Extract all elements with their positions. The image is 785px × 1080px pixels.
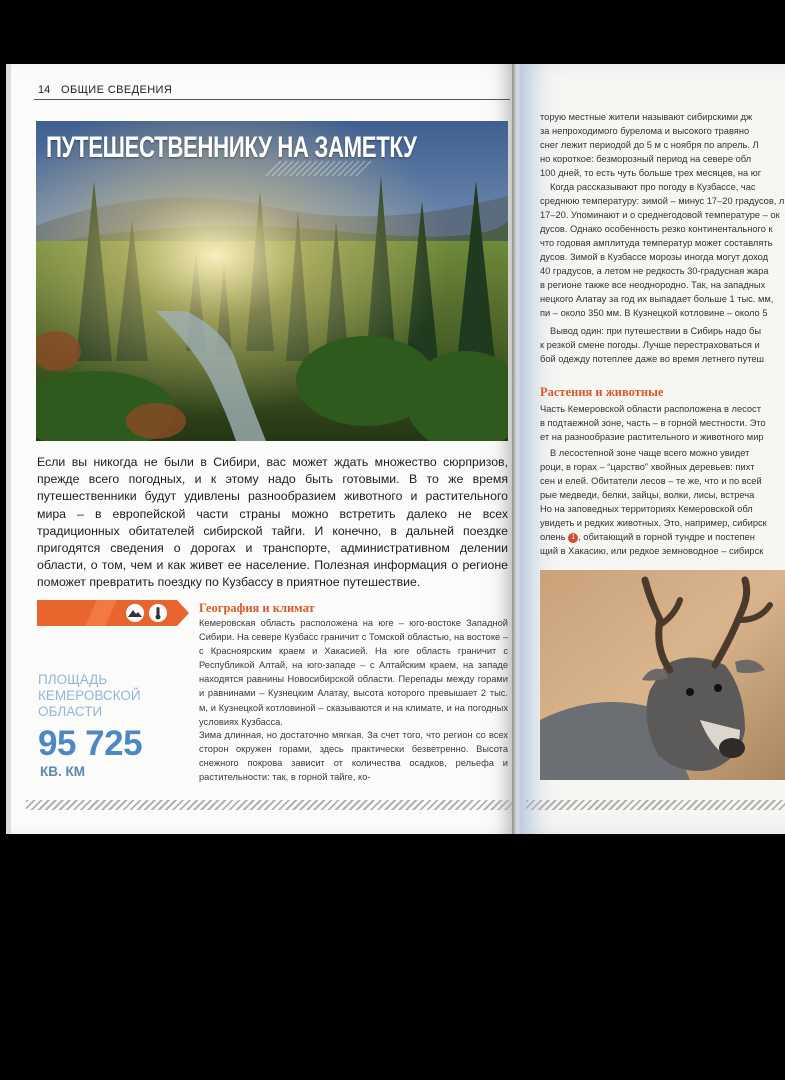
thermometer-icon xyxy=(148,603,168,623)
badge-text-after: , обитающий в горной тундре и постепен xyxy=(578,532,755,542)
right-line: пи – около 350 мм. В Кузнецкой котловине – около 5 xyxy=(540,308,768,318)
section-banner xyxy=(37,600,189,626)
right-line: бой одежду потеплее даже во время летнего путеш xyxy=(540,354,765,364)
right-line: 17–20. Упоминают и о среднегодовой температуре – ок xyxy=(540,210,780,220)
hero-title: ПУТЕШЕСТВЕННИКУ НА ЗАМЕТКУ xyxy=(46,131,417,164)
right-line: 40 градусов, а летом не редкость 30-градусная жара xyxy=(540,266,769,276)
right-line: дусов. Зимой в Кузбассе морозы иногда могут доход xyxy=(540,252,769,262)
right-line: Часть Кемеровской области расположена в лесост xyxy=(540,404,761,414)
mountain-icon xyxy=(125,603,145,623)
right-line: среднюю температуру: зимой – минус 17–20 градусов, л xyxy=(540,196,785,206)
area-unit: КВ. КМ xyxy=(40,764,85,779)
page-edge xyxy=(6,64,11,834)
right-line: Когда рассказывают про погоду в Кузбассе, час xyxy=(550,182,756,192)
left-page xyxy=(6,64,514,834)
intro-paragraph: Если вы никогда не были в Сибири, вас может ждать множество сюрпризов, прежде всего погодных, и к этому надо быть готовыми. В то же время путешественники будут удивлены разнообразием животного и растительного мира – в европейской части страны можно встретить далеко не всех традиционных обитателей сибирской тайги. И конечно, в дальней поездке пригодятся сведения о дорогах и транспорте, административном делении области, о том, чем и как живет ее население. Полезная информация о регионе поможет превратить поездку по Кузбассу в приятное путешествие. xyxy=(37,455,508,590)
right-line: В лесостепной зоне чаще всего можно увидет xyxy=(550,448,750,458)
right-line: за непроходимого бурелома и высокого травяно xyxy=(540,126,750,136)
right-page xyxy=(520,64,785,834)
page-number: 14 xyxy=(38,84,51,96)
right-line: снег лежит периодой до 5 м с ноября по апрель. Л xyxy=(540,140,759,150)
photo-reference-badge: 1 xyxy=(568,533,578,543)
right-line: в подтаежной зоне, часть – в горной местности. Это xyxy=(540,418,766,428)
reindeer-photo xyxy=(540,570,785,780)
right-line: дусов. Однако особенность резко континентального к xyxy=(540,224,773,234)
header-rule xyxy=(34,99,510,100)
geography-paragraph-2: Зима длинная, но достаточно мягкая. За счет того, что регион со всех сторон окружен горами, здесь практически безветренно. Высота снежного покрова зависит от количества осадков, рельефа и растительности: так, в горной тайге, ко- xyxy=(199,730,508,783)
right-line: Но на заповедных территориях Кемеровской обл xyxy=(540,504,753,514)
right-line: щий в Хакасию, или редкое земноводное – сибирск xyxy=(540,546,764,556)
badge-text-before: олень xyxy=(540,532,566,542)
right-line: сен и елей. Обитатели лесов – те же, что и по всей xyxy=(540,476,762,486)
forest-illustration xyxy=(36,121,508,441)
footer-hatch xyxy=(526,800,785,810)
right-line: но короткое: безморозный период на севере обл xyxy=(540,154,752,164)
footer-hatch xyxy=(26,800,512,810)
running-header: ОБЩИЕ СВЕДЕНИЯ xyxy=(61,84,173,96)
area-label: ПЛОЩАДЬ КЕМЕРОВСКОЙ ОБЛАСТИ xyxy=(38,672,141,719)
area-value: 95 725 xyxy=(38,724,143,763)
right-line: роци, в горах – “царство” хвойных деревьев: пихт xyxy=(540,462,755,472)
magazine-spread xyxy=(6,64,785,834)
right-line: увидеть и редких животных. Это, например, сибирск xyxy=(540,518,767,528)
right-line: рые медведи, белки, зайцы, волки, лисы, встреча xyxy=(540,490,755,500)
geography-title: География и климат xyxy=(199,601,315,615)
right-line: 100 дней, то есть чуть больше трех месяцев, на юг xyxy=(540,168,762,178)
right-line: ет на разнообразие растительного и животного мир xyxy=(540,432,764,442)
right-line-badge xyxy=(540,530,785,544)
right-line: что годовая амплитуда температур может составлять xyxy=(540,238,773,248)
right-line: Вывод один: при путешествии в Сибирь надо бы xyxy=(550,326,762,336)
right-line: нецкого Алатау за год их выпадает больше 1 тыс. мм, xyxy=(540,294,774,304)
geography-paragraph-1: Кемеровская область расположена на юге – юго-востоке Западной Сибири. На севере Кузбасс граничит с Томской областью, на востоке – с Красноярским краем и Хакасией. На юге область граничит с Республикой Алтай, на юго-западе – с Алтайским краем, на западе находятся равнины Новосибирской области. Перепады между горами и равнинами – Кузнецким Алатау, высота которого превышает 2 тыс. м, и Кузнецкой котловиной – сказываются и на климате, и на погодных условиях Кузбасса. xyxy=(199,618,508,727)
right-line: к резкой смене погоды. Лучше перестраховаться и xyxy=(540,340,760,350)
hero-photo xyxy=(36,121,508,441)
right-line: торую местные жители называют сибирскими дж xyxy=(540,112,753,122)
plants-animals-title: Растения и животные xyxy=(540,385,664,399)
right-line: в регионе также все неоднородно. Так, на западных xyxy=(540,280,766,290)
